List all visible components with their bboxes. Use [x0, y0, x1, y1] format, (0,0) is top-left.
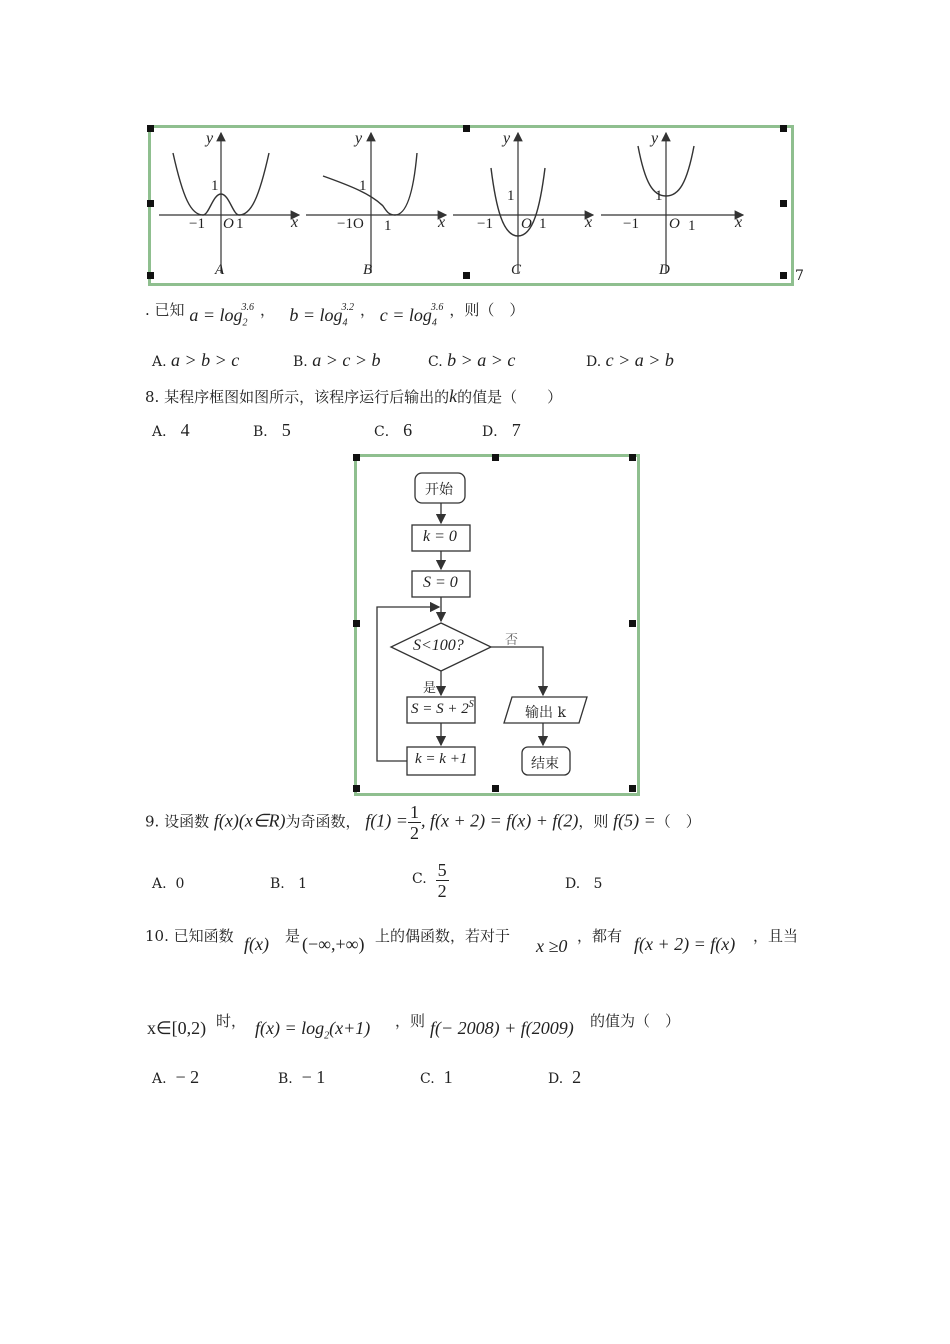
- q7-a-expr: $a = \log_2^{3.6}$: [189, 302, 254, 329]
- q9-option-c[interactable]: C. $\frac{5}{2}$: [412, 860, 447, 901]
- flowchart-figure: [354, 454, 640, 796]
- handle[interactable]: [353, 454, 360, 461]
- panel-c: [453, 133, 593, 273]
- panel-a-x-label: x: [291, 214, 299, 231]
- panel-a-origin: O: [223, 216, 234, 232]
- panel-d-x-label: x: [735, 214, 743, 231]
- q7-prefix: . 已知: [145, 301, 185, 319]
- q9-f5: f(5) =: [613, 810, 656, 831]
- panel-d-origin: O: [669, 216, 680, 232]
- flow-update-k: k = k +1: [415, 751, 468, 767]
- q8-text-before: 8. 某程序框图如图所示，该程序运行后输出的: [145, 388, 450, 406]
- q9-f1: f(1) =: [365, 810, 408, 831]
- handle[interactable]: [147, 125, 154, 132]
- panel-d-label: D: [659, 262, 670, 278]
- flow-no: 否: [505, 633, 519, 648]
- panel-a: [159, 133, 299, 273]
- graphs-figure: [148, 125, 794, 286]
- panel-a-one: 1: [211, 178, 219, 194]
- handle[interactable]: [463, 125, 470, 132]
- q10-option-c[interactable]: C. 1: [420, 1067, 453, 1087]
- flow-output: 输出 k: [525, 705, 566, 721]
- handle[interactable]: [629, 620, 636, 627]
- panel-a-label: A: [215, 262, 225, 278]
- panel-b-x-label: x: [438, 214, 446, 231]
- panel-b-one: 1: [359, 178, 367, 194]
- q9-relation: , f(x + 2) = f(x) + f(2): [420, 810, 579, 831]
- panel-b-neg-one-origin: −1O: [337, 216, 364, 232]
- q9-then: ，则: [578, 812, 609, 831]
- handle[interactable]: [147, 200, 154, 207]
- q9-prefix: 9. 设函数: [145, 812, 210, 831]
- panel-a-neg-one: −1: [189, 216, 205, 232]
- flow-cond: S<100?: [413, 637, 464, 654]
- handle[interactable]: [492, 785, 499, 792]
- q9-option-b[interactable]: B. 1: [270, 876, 308, 892]
- q9-suffix: （ ）: [655, 812, 701, 831]
- flow-s0: S = 0: [423, 574, 458, 591]
- handle[interactable]: [492, 454, 499, 461]
- q8-var: k: [449, 386, 458, 406]
- q10-mid2: ，都有: [577, 927, 623, 945]
- panel-d-y-label: y: [651, 130, 659, 147]
- q8-option-a[interactable]: A． 4: [152, 420, 190, 440]
- panel-c-x-label: x: [585, 214, 593, 231]
- q9-option-c-fraction: $\frac{5}{2}$: [437, 860, 447, 901]
- flow-start: 开始: [425, 482, 453, 498]
- flow-yes: 是: [423, 681, 437, 696]
- q7-option-b[interactable]: B. a > c > b: [293, 350, 381, 370]
- panel-c-x-one: 1: [539, 216, 547, 232]
- q10-cond: x ≥0: [536, 936, 568, 956]
- q10-then: ，则: [395, 1012, 426, 1030]
- q10-option-d[interactable]: D. 2: [548, 1067, 582, 1087]
- q10-domain: (−∞,+∞): [302, 934, 365, 954]
- handle[interactable]: [353, 620, 360, 627]
- q10-interval: x∈[0,2): [147, 1018, 207, 1038]
- q10-option-b[interactable]: B. − 1: [278, 1067, 326, 1087]
- q8-option-d[interactable]: D． 7: [482, 420, 521, 440]
- handle[interactable]: [629, 785, 636, 792]
- q7-line: [145, 301, 525, 329]
- q7-sep-1: ，: [259, 301, 275, 319]
- panel-a-x-one: 1: [236, 216, 244, 232]
- panel-b-label: B: [363, 262, 373, 278]
- q10-mid3: ，且当: [753, 927, 799, 945]
- panel-c-label: C: [511, 262, 522, 278]
- q10-suffix: 的值为（ ）: [590, 1012, 681, 1030]
- q8-option-c[interactable]: C． 6: [374, 420, 413, 440]
- panel-b: [306, 133, 446, 273]
- flow-update-s: $S = S + 2^S$: [411, 699, 474, 717]
- handle[interactable]: [629, 454, 636, 461]
- q7-b-expr: $b = \log_4^{3.2}$: [289, 302, 354, 329]
- q9-fraction: $\frac{1}{2}$: [409, 802, 419, 843]
- panel-d-x-one: 1: [688, 218, 696, 234]
- side-number: 7: [795, 268, 804, 284]
- panel-b-y-label: y: [355, 130, 363, 147]
- q9-mid: 为奇函数，: [285, 812, 361, 831]
- q9-option-d[interactable]: D. 5: [565, 876, 603, 892]
- q8-text-after: 的值是（ ）: [457, 388, 563, 406]
- flow-end: 结束: [531, 756, 559, 772]
- panel-c-one: 1: [507, 188, 515, 204]
- panel-d: [601, 133, 743, 273]
- q10-period: f(x + 2) = f(x): [634, 934, 736, 954]
- q10-prefix: 10. 已知函数: [145, 927, 234, 945]
- q7-suffix: ，则（ ）: [449, 301, 525, 319]
- q10-mid1: 上的偶函数，若对于: [375, 927, 511, 945]
- q10-when: 时，: [216, 1012, 247, 1030]
- q8-line: [145, 386, 562, 407]
- handle[interactable]: [780, 125, 787, 132]
- q8-option-b[interactable]: B． 5: [253, 420, 291, 440]
- q9-line: [145, 802, 701, 843]
- panel-d-one: 1: [655, 188, 663, 204]
- panel-a-y-label: y: [206, 130, 214, 147]
- q7-option-d[interactable]: D. c > a > b: [586, 350, 674, 370]
- graphs-svg: [151, 128, 791, 283]
- q10-is: 是: [285, 927, 301, 945]
- panel-b-x-one: 1: [384, 218, 392, 234]
- q10-fx: f(x): [244, 934, 269, 954]
- q9-option-a[interactable]: A. 0: [152, 876, 185, 892]
- q7-c-expr: $c = \log_4^{3.6}$: [379, 302, 444, 329]
- panel-d-neg-one: −1: [623, 216, 639, 232]
- q9-fx: f(x)(x∈R): [213, 810, 286, 831]
- handle[interactable]: [463, 272, 470, 279]
- flow-k0: k = 0: [423, 528, 457, 545]
- q10-option-a[interactable]: A. − 2: [152, 1067, 200, 1087]
- q7-sep-2: ，: [359, 301, 375, 319]
- handle[interactable]: [780, 200, 787, 207]
- panel-c-y-label: y: [503, 130, 511, 147]
- q7-option-c[interactable]: C. b > a > c: [428, 350, 516, 370]
- q7-option-a[interactable]: A. a > b > c: [152, 350, 240, 370]
- flowchart-svg: [357, 457, 637, 793]
- panel-c-origin: O: [521, 216, 532, 232]
- handle[interactable]: [147, 272, 154, 279]
- handle[interactable]: [353, 785, 360, 792]
- panel-c-neg-one: −1: [477, 216, 493, 232]
- handle[interactable]: [780, 272, 787, 279]
- q10-expr: f(− 2008) + f(2009): [430, 1018, 574, 1038]
- q10-definition: $f(x) = \log_2(x+1)$: [255, 1018, 371, 1042]
